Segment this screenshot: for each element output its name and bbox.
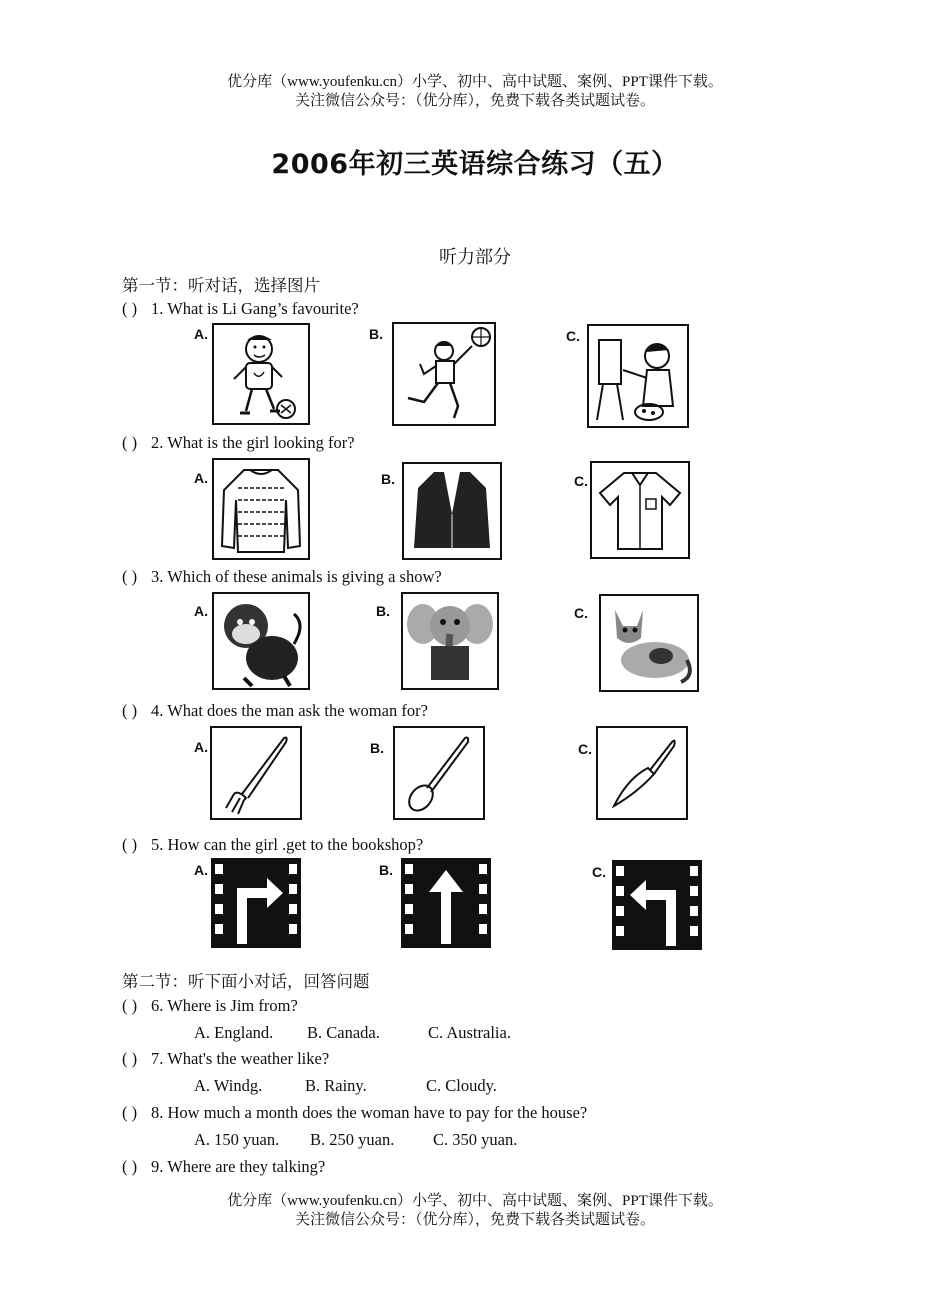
choice-6a: A. England.: [194, 1023, 274, 1042]
picture-4c[interactable]: [596, 726, 688, 820]
sweater-icon: [214, 460, 308, 558]
fork-icon: [212, 728, 300, 818]
footer-line-1: 优分库（www.youfenku.cn）小学、初中、高中试题、案例、PPT课件下载。: [227, 1193, 723, 1209]
option-label-4a: A.: [194, 739, 208, 755]
answer-bracket-8[interactable]: ( ): [122, 1103, 138, 1122]
picture-3c[interactable]: [599, 594, 699, 692]
answer-bracket-9[interactable]: ( ): [122, 1157, 138, 1176]
footer-line-2: 关注微信公众号：（优分库），免费下载各类试题试卷。: [294, 1212, 655, 1228]
option-label-5c: C.: [592, 864, 606, 880]
jacket-icon: [404, 464, 500, 558]
question-6: 6. Where is Jim from?: [151, 996, 298, 1015]
choice-7a: A. Windg.: [194, 1076, 263, 1095]
go-straight-arrow-icon: [401, 858, 491, 948]
option-label-4b: B.: [370, 740, 384, 756]
spoon-icon: [395, 728, 483, 818]
question-2: 2. What is the girl looking for?: [151, 433, 355, 452]
choice-8a: A. 150 yuan.: [194, 1130, 280, 1149]
question-5: 5. How can the girl .get to the bookshop?: [151, 835, 424, 854]
question-1: 1. What is Li Gang’s favourite?: [151, 299, 359, 318]
option-label-5a: A.: [194, 862, 208, 878]
picture-2a[interactable]: [212, 458, 310, 560]
question-8: 8. How much a month does the woman have to pay for the house?: [151, 1103, 588, 1122]
picture-2b[interactable]: [402, 462, 502, 560]
picture-3a[interactable]: [212, 592, 310, 690]
choice-6b: B. Canada.: [307, 1023, 380, 1042]
page-title: 2006年初三英语综合练习（五）: [271, 149, 679, 180]
turn-left-arrow-icon: [612, 860, 702, 950]
boy-football-icon: [214, 325, 308, 423]
question-7: 7. What's the weather like?: [151, 1049, 330, 1068]
monkey-icon: [214, 594, 308, 688]
answer-bracket-5[interactable]: ( ): [122, 835, 138, 854]
picture-4a[interactable]: [210, 726, 302, 820]
option-label-1b: B.: [369, 326, 383, 342]
picture-1b[interactable]: [392, 322, 496, 426]
question-4: 4. What does the man ask the woman for?: [151, 701, 428, 720]
answer-bracket-7[interactable]: ( ): [122, 1049, 138, 1068]
question-9: 9. Where are they talking?: [151, 1157, 326, 1176]
picture-3b[interactable]: [401, 592, 499, 690]
option-label-3c: C.: [574, 605, 588, 621]
cat-icon: [601, 596, 697, 690]
option-label-4c: C.: [578, 741, 592, 757]
picture-2c[interactable]: [590, 461, 690, 559]
option-label-5b: B.: [379, 862, 393, 878]
option-label-2c: C.: [574, 473, 588, 489]
header-line-1: 优分库（www.youfenku.cn）小学、初中、高中试题、案例、PPT课件下载。: [227, 74, 723, 90]
option-label-1a: A.: [194, 326, 208, 342]
picture-5b[interactable]: [401, 858, 491, 948]
picture-4b[interactable]: [393, 726, 485, 820]
boy-basketball-icon: [394, 324, 494, 424]
choice-7c: C. Cloudy.: [426, 1076, 497, 1095]
part2-heading: 第二节：听下面小对话，回答问题: [122, 972, 370, 991]
option-label-2b: B.: [381, 471, 395, 487]
section-title: 听力部分: [439, 247, 511, 267]
answer-bracket-6[interactable]: ( ): [122, 996, 138, 1015]
elephant-icon: [403, 594, 497, 688]
turn-right-arrow-icon: [211, 858, 301, 948]
choice-8c: C. 350 yuan.: [433, 1130, 518, 1149]
part1-heading: 第一节：听对话，选择图片: [122, 276, 320, 295]
option-label-3b: B.: [376, 603, 390, 619]
answer-bracket-1[interactable]: ( ): [122, 299, 138, 318]
choice-6c: C. Australia.: [428, 1023, 511, 1042]
answer-bracket-2[interactable]: ( ): [122, 433, 138, 452]
shirt-icon: [592, 463, 688, 557]
picture-5a[interactable]: [211, 858, 301, 948]
picture-1c[interactable]: [587, 324, 689, 428]
picture-1a[interactable]: [212, 323, 310, 425]
answer-bracket-3[interactable]: ( ): [122, 567, 138, 586]
option-label-2a: A.: [194, 470, 208, 486]
header-line-2: 关注微信公众号：（优分库），免费下载各类试题试卷。: [294, 93, 655, 109]
knife-icon: [598, 728, 686, 818]
option-label-1c: C.: [566, 328, 580, 344]
boy-painting-icon: [589, 326, 687, 426]
choice-7b: B. Rainy.: [305, 1076, 367, 1095]
choice-8b: B. 250 yuan.: [310, 1130, 395, 1149]
answer-bracket-4[interactable]: ( ): [122, 701, 138, 720]
question-3: 3. Which of these animals is giving a show?: [151, 567, 442, 586]
picture-5c[interactable]: [612, 860, 702, 950]
option-label-3a: A.: [194, 603, 208, 619]
